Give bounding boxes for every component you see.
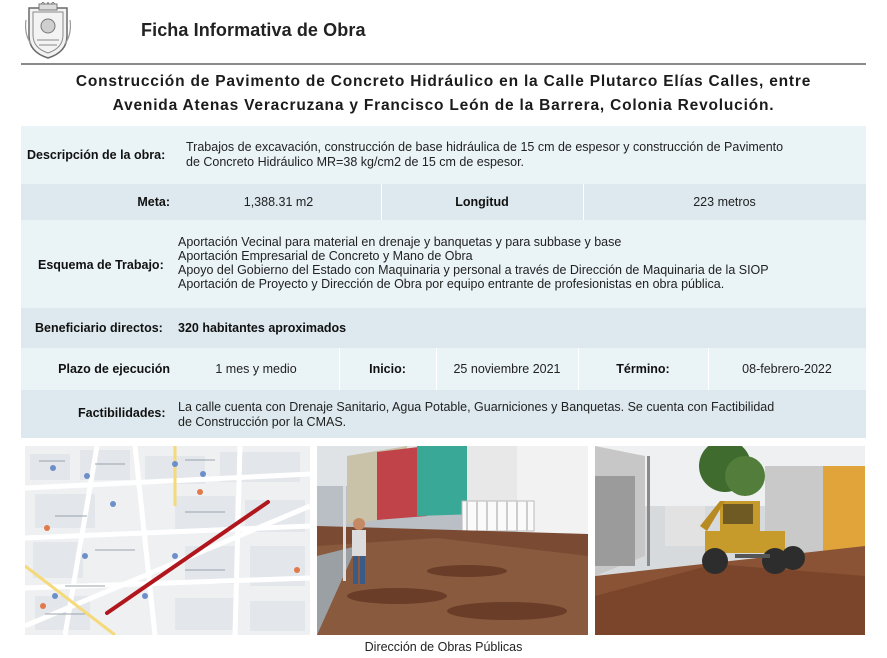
row-plazo bbox=[21, 348, 866, 390]
row-esquema bbox=[21, 220, 866, 308]
esquema-line-3: Apoyo del Gobierno del Estado con Maquinaria y personal a través de Dirección de Maquinaria de la SIOP bbox=[178, 263, 769, 277]
longitud-label: Longitud bbox=[455, 195, 509, 209]
factibilidades-line-1: La calle cuenta con Drenaje Sanitario, Agua Potable, Guarniciones y Banquetas. Se cuenta con Factibilidad bbox=[178, 400, 775, 414]
footer-text: Dirección de Obras Públicas bbox=[364, 640, 523, 654]
meta-value: 1,388.31 m2 bbox=[243, 195, 314, 209]
beneficiario-label: Beneficiario directos: bbox=[35, 321, 163, 335]
esquema-label: Esquema de Trabajo: bbox=[38, 258, 164, 272]
factibilidades-label: Factibilidades: bbox=[78, 406, 166, 420]
inicio-value: 25 noviembre 2021 bbox=[453, 362, 561, 376]
esquema-line-4: Aportación de Proyecto y Dirección de Obra por equipo entrante de profesionistas en obra pública. bbox=[178, 277, 725, 291]
esquema-line-1: Aportación Vecinal para material en drenaje y banquetas y para subbase y base bbox=[178, 235, 622, 249]
row-beneficiario bbox=[21, 308, 866, 348]
beneficiario-value: 320 habitantes aproximados bbox=[178, 321, 347, 335]
location-map bbox=[25, 446, 310, 635]
row-meta bbox=[21, 184, 866, 220]
row-factibilidades bbox=[21, 390, 866, 438]
longitud-value: 223 metros bbox=[693, 195, 756, 209]
row-descripcion bbox=[21, 126, 866, 184]
header-divider bbox=[21, 63, 866, 65]
plazo-label: Plazo de ejecución bbox=[58, 362, 170, 376]
factibilidades-line-2: de Construcción por la CMAS. bbox=[178, 415, 347, 429]
street-photo-worker bbox=[317, 446, 588, 635]
document-title: Ficha Informativa de Obra bbox=[141, 20, 366, 40]
descripcion-line-2: de Concreto Hidráulico MR=38 kg/cm2 de 15 cm de espesor. bbox=[186, 155, 525, 169]
descripcion-label: Descripción de la obra: bbox=[27, 148, 166, 162]
municipal-seal-icon bbox=[25, 2, 71, 60]
street-photo-grader bbox=[595, 446, 865, 635]
termino-value: 08-febrero-2022 bbox=[742, 362, 832, 376]
meta-label: Meta: bbox=[137, 195, 170, 209]
esquema-line-2: Aportación Empresarial de Concreto y Mano de Obra bbox=[178, 249, 473, 263]
work-title-line-2: Avenida Atenas Veracruzana y Francisco León de la Barrera, Colonia Revolución. bbox=[112, 97, 775, 114]
inicio-label: Inicio: bbox=[369, 362, 406, 376]
descripcion-line-1: Trabajos de excavación, construcción de base hidráulica de 15 cm de espesor y construcción de Pavimento bbox=[186, 140, 784, 154]
work-title bbox=[21, 70, 866, 118]
page-header bbox=[0, 0, 887, 66]
work-title-line-1: Construcción de Pavimento de Concreto Hidráulico en la Calle Plutarco Elías Calles, entre bbox=[75, 73, 812, 90]
termino-label: Término: bbox=[616, 362, 670, 376]
plazo-value: 1 mes y medio bbox=[215, 362, 297, 376]
